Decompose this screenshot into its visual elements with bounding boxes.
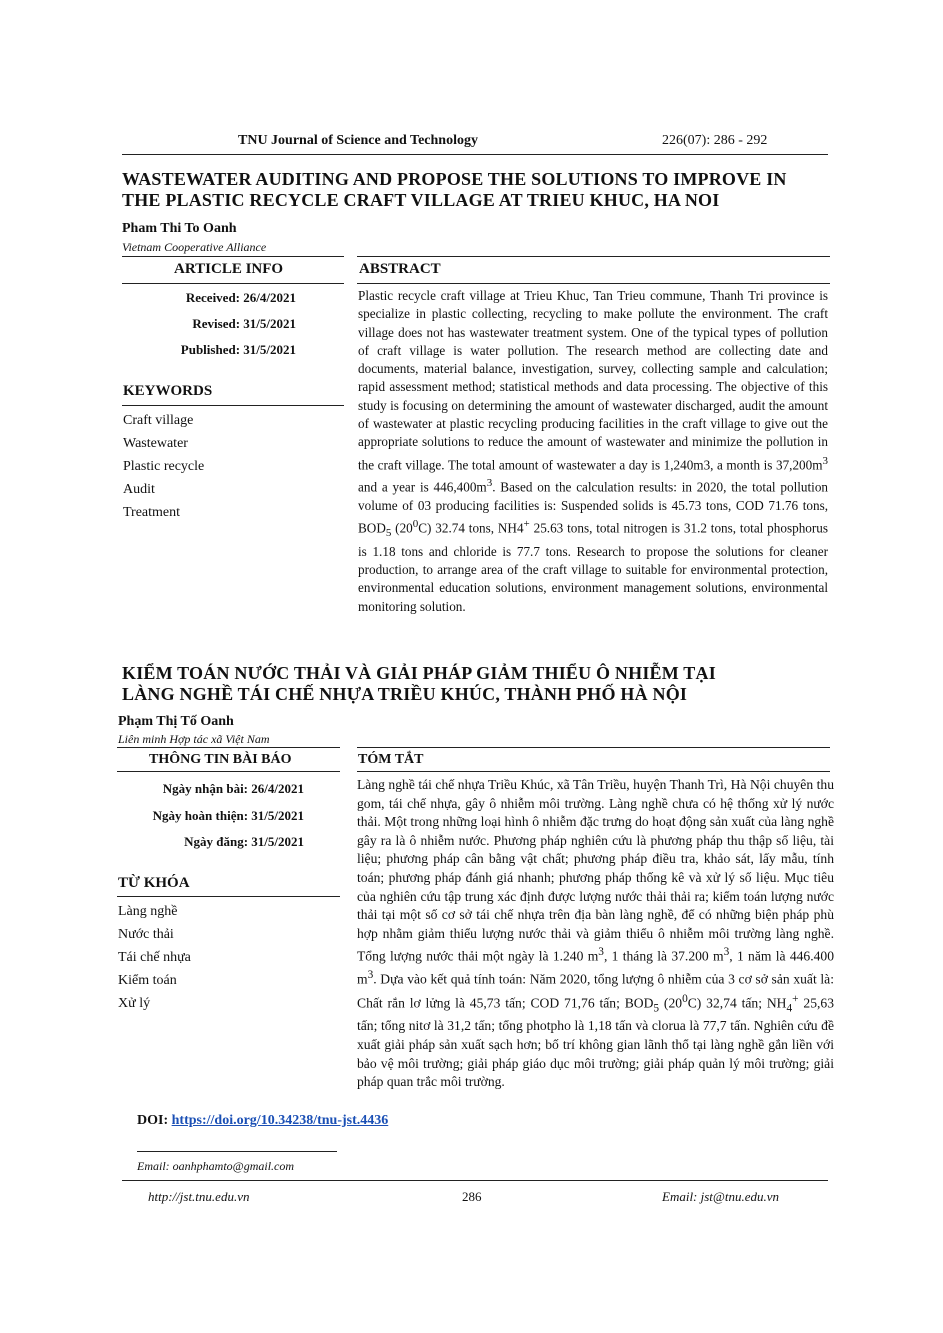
keywords-rule [122, 405, 344, 406]
vietnamese-abstract: Làng nghề tái chế nhựa Triều Khúc, xã Tân Triều, huyện Thanh Trì, Hà Nội chuyên thu gom, tái chế nhựa, gây ô nhiễm môi trường. Làng nghề chưa có hệ thống xử lý nước thải. Một trong những loại hình ô nhiễm đặc trưng do hoạt động sản xuất của làng nghề gây ra là ô nhiễm nước. Phương pháp nghiên cứu là phương pháp thu thập số liệu, tài liệu; phương pháp cân bằng vật chất; phương pháp điều tra, khảo sát, lấy mẫu, tính toán; phương pháp đánh giá nhanh; phương pháp thống kê và xử lý số liệu. Mục tiêu của nghiên cứu tập trung xác định được lượng nước thải thải ra; kiểm toán lượng nước thải tại một số cơ sở tái chế nhựa trên địa bàn làng nghề, để có những biện pháp phù hợp nhằm giảm thiểu lượng nước thải và giảm thiểu ô nhiễm môi trường làng nghề. Tổng lượng nước thải một ngày là 1.240 $m^3$, 1 tháng là 37.200 $m^3$, 1 năm là 446.400 $m^3$. Dựa vào kết quả tính toán: Năm 2020, tổng lượng ô nhiễm của 3 cơ sở sản xuất là: Chất rắn lơ lửng là 45,73 tấn; COD 71,76 tấn; $BOD_5$ $(20^0C)$ 32,74 tấn; $NH_4^+$ 25,63 tấn; tổng nitơ là 31,2 tấn; tổng photpho là 1,18 tấn và clorua là 77,7 tấn. Nghiên cứu đề xuất giải pháp sản xuất sạch hơn; bố trí không gian lãnh thổ tại làng nghề gắn liền với bảo vệ môi trường; giải pháp giáo dục môi trường; giải pháp quản lý môi trường; giải pháp quan trắc môi trường. [357, 777, 835, 1090]
keyword-item: Làng nghề [118, 904, 178, 919]
keyword-item: Tái chế nhựa [118, 950, 191, 965]
keyword-item: Craft village [123, 413, 194, 428]
footer-url: http://jst.tnu.edu.vn [148, 1189, 250, 1204]
corresponding-email: Email: oanhphamto@gmail.com [137, 1159, 295, 1173]
vi-revised-date: Ngày hoàn thiện: 31/5/2021 [152, 808, 304, 823]
vietnamese-title-line-1: KIỂM TOÁN NƯỚC THẢI VÀ GIẢI PHÁP GIẢM THIỂU Ô NHIỄM TẠI [122, 663, 716, 683]
doi-label: DOI: [137, 1113, 169, 1128]
abstract-header-rule [357, 283, 830, 284]
vi-keywords-list [118, 900, 191, 1015]
volume-pages: 226(07): 286 - 292 [662, 133, 768, 148]
vi-abstract-header-rule [357, 771, 830, 772]
vi-keywords-header: TỪ KHÓA [118, 875, 190, 891]
keyword-item: Nước thải [118, 927, 174, 942]
info-top-rule [122, 256, 344, 257]
vi-published-date: Ngày đăng: 31/5/2021 [184, 834, 304, 849]
vi-info-top-rule [117, 747, 340, 748]
keyword-item: Kiểm toán [118, 973, 177, 988]
vietnamese-affiliation: Liên minh Hợp tác xã Việt Nam [118, 732, 270, 746]
abstract-top-rule [357, 256, 830, 257]
english-title-line-2: THE PLASTIC RECYCLE CRAFT VILLAGE AT TRIEU KHUC, HA NOI [122, 190, 720, 210]
keywords-list [123, 409, 204, 524]
revised-date: Revised: 31/5/2021 [192, 316, 296, 331]
keyword-item: Treatment [123, 505, 181, 520]
footer-email: Email: jst@tnu.edu.vn [662, 1189, 780, 1204]
header-rule [122, 154, 828, 155]
abstract-header: ABSTRACT [359, 261, 441, 277]
keywords-header: KEYWORDS [123, 383, 213, 399]
vietnamese-title-line-2: LÀNG NGHỀ TÁI CHẾ NHỰA TRIỀU KHÚC, THÀNH PHỐ HÀ NỘI [122, 684, 688, 704]
doi-line [137, 1113, 388, 1129]
page-number: 286 [462, 1189, 482, 1204]
article-info-header: ARTICLE INFO [174, 261, 284, 277]
english-author: Pham Thi To Oanh [122, 221, 237, 236]
vi-abstract-header: TÓM TẮT [358, 752, 424, 767]
keyword-item: Audit [123, 482, 155, 497]
footnote-rule [137, 1151, 337, 1152]
vi-info-header-rule [117, 771, 340, 772]
keyword-item: Xử lý [118, 996, 151, 1011]
vi-abstract-top-rule [357, 747, 830, 748]
journal-name: TNU Journal of Science and Technology [238, 133, 478, 148]
doi-link[interactable]: https://doi.org/10.34238/tnu-jst.4436 [171, 1113, 389, 1128]
published-date: Published: 31/5/2021 [180, 342, 296, 357]
vi-received-date: Ngày nhận bài: 26/4/2021 [162, 781, 304, 796]
vietnamese-author: Phạm Thị Tố Oanh [118, 714, 234, 729]
vietnamese-title [122, 663, 832, 705]
english-affiliation: Vietnam Cooperative Alliance [122, 240, 267, 254]
keyword-item: Plastic recycle [123, 459, 205, 474]
keyword-item: Wastewater [123, 436, 188, 451]
vi-keywords-rule [117, 896, 340, 897]
footer-rule [122, 1180, 828, 1181]
english-abstract: Plastic recycle craft village at Trieu Khuc, Tan Trieu commune, Thanh Tri province is specialize in plastic collecting, recycling to make pollute the environment. The craft village does not has wastewater treatment system. One of the typical types of pollution of craft village is water pollution. The research method are collecting date and documents, material balance, investigation, survey, collecting sample and calculation; rapid assessment method; statistical methods and data processing. The objective of this study is focusing on determining the amount of wastewater discharged, audit the amount of wastewater at plastic recycling producing facilities in the craft village to give out the appropriate solutions to reduce the amount of wastewater and minimize the pollution in the craft village. The total amount of wastewater a day is 1,240m3, a month is $37,200m^3$ and a year is $446,400m^3$. Based on the calculation results: in 2020, the total pollution volume of 03 producing facilities is: Suspended solids is 45.73 tons, COD 71.76 tons, $BOD_5$ $(20^0C)$ 32.74 tons, NH4+ 25.63 tons, total nitrogen is 31.2 tons, total phosphorus is 1.18 tons and chloride is 77.7 tons. Research to propose the solutions for cleaner production, to arrange area of the craft village to suitable for environmental protection, environmental education solutions, environment management solutions, environmental monitoring solution. [358, 288, 829, 614]
vi-article-info-header: THÔNG TIN BÀI BÁO [149, 752, 292, 767]
received-date: Received: 26/4/2021 [185, 290, 296, 305]
info-header-rule [122, 283, 344, 284]
english-title [122, 169, 832, 211]
english-title-line-1: WASTEWATER AUDITING AND PROPOSE THE SOLUTIONS TO IMPROVE IN [122, 169, 787, 189]
